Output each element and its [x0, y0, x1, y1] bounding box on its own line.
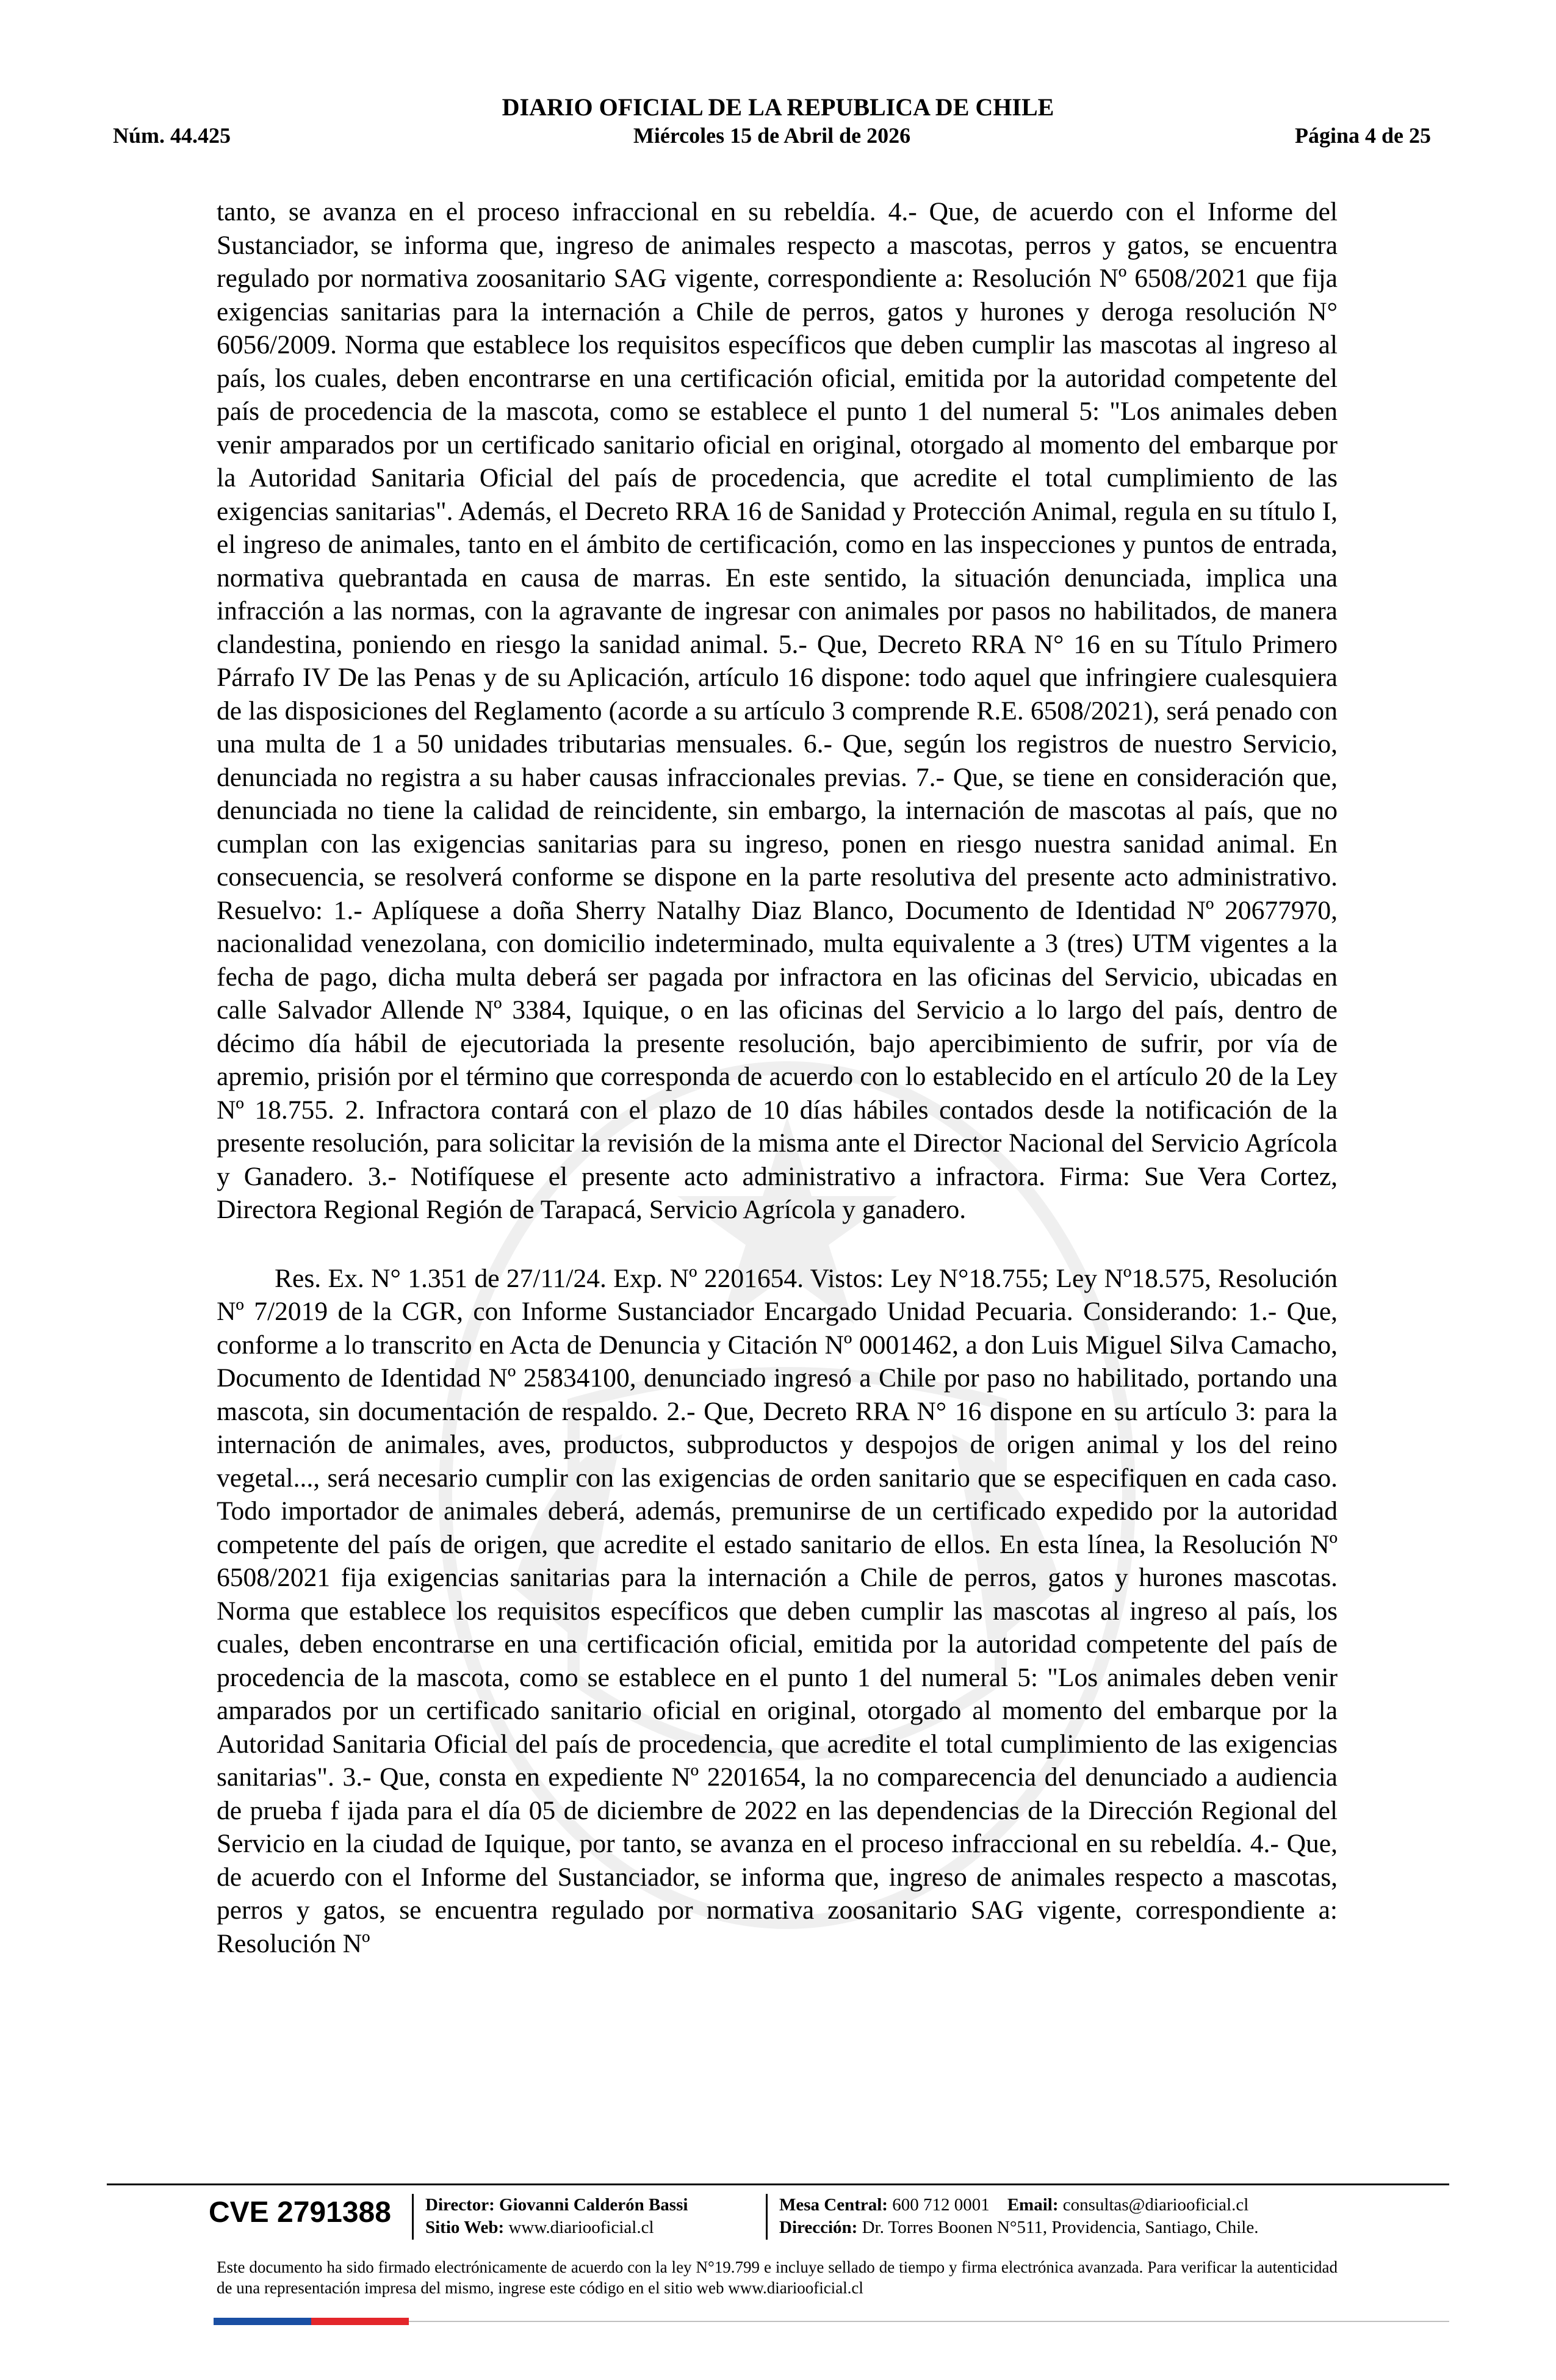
footer-separator — [412, 2194, 414, 2240]
issue-number: Núm. 44.425 — [113, 123, 231, 148]
mesa-label: Mesa Central: — [779, 2195, 888, 2215]
flag-color-bar — [214, 2318, 409, 2325]
page-number: Página 4 de 25 — [1294, 123, 1431, 148]
footer-separator — [766, 2194, 768, 2240]
footer-divider — [107, 2183, 1449, 2185]
director-name: Giovanni Calderón Bassi — [499, 2195, 688, 2215]
mesa-phone: 600 712 0001 — [892, 2195, 990, 2215]
document-body — [217, 195, 1338, 1960]
bottom-divider — [409, 2321, 1449, 2322]
address-label: Dirección: — [779, 2218, 858, 2237]
paragraph: Res. Ex. N° 1.351 de 27/11/24. Exp. Nº 2201654. Vistos: Ley N°18.755; Ley Nº18.575, Resolución Nº 7/2019 de la CGR, con Informe Sustanciador Encargado Unidad Pecuaria. Considerando: 1.- Que, conforme a lo transcrito en Acta de Denuncia y Citación Nº 0001462, a don Luis Miguel Silva Camacho, Documento de Identidad Nº 25834100, denunciado ingresó a Chile por paso no habilitado, portando una mascota, sin documentación de respaldo. 2.- Que, Decreto RRA N° 16 dispone en su artículo 3: para la internación de animales, aves, productos, subproductos y despojos de origen animal y los del reino vegetal..., será necesario cumplir con las exigencias de orden sanitario que se especifiquen en cada caso. Todo importador de animales deberá, además, premunirse de un certificado expedido por la autoridad competente del país de origen, que acredite el estado sanitario de ellos. En esta línea, la Resolución Nº 6508/2021 fija exigencias sanitarias para la internación a Chile de perros, gatos y hurones mascotas. Norma que establece los requisitos específicos que deben cumplir las mascotas al ingreso al país, los cuales, deben encontrarse en una certificación oficial, emitida por la autoridad competente del país de procedencia de la mascota, como se establece en el punto 1 del numeral 5: "Los animales deben venir amparados por un certificado sanitario oficial en original, otorgado al momento del embarque por la Autoridad Sanitaria Oficial del país de procedencia, que acredite el total cumplimiento de las exigencias sanitarias". 3.- Que, consta en expediente Nº 2201654, la no comparecencia del denunciado a audiencia de prueba f ijada para el día 05 de diciembre de 2022 en las dependencias de la Dirección Regional del Servicio en la ciudad de Iquique, por tanto, se avanza en el proceso infraccional en su rebeldía. 4.- Que, de acuerdo con el Informe del Sustanciador, se informa que, ingreso de animales respecto a mascotas, perros y gatos, se encuentra regulado por normativa zoosanitario SAG vigente, correspondiente a: Resolución Nº — [217, 1263, 1338, 1958]
website-link[interactable]: www.diariooficial.cl — [508, 2218, 654, 2237]
paragraph: tanto, se avanza en el proceso infraccional en su rebeldía. 4.- Que, de acuerdo con el Informe del Sustanciador, se informa que, ingreso de animales respecto a mascotas, perros y gatos, se encuentra regulado por normativa zoosanitario SAG vigente, correspondiente a: Resolución Nº 6508/2021 que fija exigencias sanitarias para la internación a Chile de perros, gatos y hurones y deroga resolución N° 6056/2009. Norma que establece los requisitos específicos que deben cumplir las mascotas al ingreso al país, los cuales, deben encontrarse en una certificación oficial, emitida por la autoridad competente del país de procedencia de la mascota, como se establece el punto 1 del numeral 5: "Los animales deben venir amparados por un certificado sanitario oficial en original, otorgado al momento del embarque por la Autoridad Sanitaria Oficial del país de procedencia, que acredite el total cumplimiento de las exigencias sanitarias". Además, el Decreto RRA 16 de Sanidad y Protección Animal, regula en su título I, el ingreso de animales, tanto en el ámbito de certificación, como en las inspecciones y puntos de entrada, normativa quebrantada en causa de marras. En este sentido, la situación denunciada, implica una infracción a las normas, con la agravante de ingresar con animales por pasos no habilitados, de manera clandestina, poniendo en riesgo la sanidad animal. 5.- Que, Decreto RRA N° 16 en su Título Primero Párrafo IV De las Penas y de su Aplicación, artículo 16 dispone: todo aquel que infringiere cualesquiera de las disposiciones del Reglamento (acorde a su artículo 3 comprende R.E. 6508/2021), será penado con una multa de 1 a 50 unidades tributarias mensuales. 6.- Que, según los registros de nuestro Servicio, denunciada no registra a su haber causas infraccionales previas. 7.- Que, se tiene en consideración que, denunciada no tiene la calidad de reincidente, sin embargo, la internación de mascotas al país, que no cumplan con las exigencias sanitarias para su ingreso, ponen en riesgo nuestra sanidad animal. En consecuencia, se resolverá conforme se dispone en la parte resolutiva del presente acto administrativo. Resuelvo: 1.- Aplíquese a doña Sherry Natalhy Diaz Blanco, Documento de Identidad Nº 20677970, nacionalidad venezolana, con domicilio indeterminado, multa equivalente a 3 (tres) UTM vigentes a la fecha de pago, dicha multa deberá ser pagada por infractora en las oficinas del Servicio, ubicadas en calle Salvador Allende Nº 3384, Iquique, o en las oficinas del Servicio a lo largo del país, dentro de décimo día hábil de ejecutoriada la presente resolución, bajo apercibimiento de sufrir, por vía de apremio, prisión por el término que corresponda de acuerdo con lo establecido en el artículo 20 de la Ley Nº 18.755. 2. Infractora contará con el plazo de 10 días hábiles contados desde la notificación de la presente resolución, para solicitar la revisión de la misma ante el Director Nacional del Servicio Agrícola y Ganadero. 3.- Notifíquese el presente acto administrativo a infractora. Firma: Sue Vera Cortez, Directora Regional Región de Tarapacá, Servicio Agrícola y ganadero. — [217, 197, 1338, 1224]
website-label: Sitio Web: — [425, 2218, 505, 2237]
director-label: Director: — [425, 2195, 495, 2215]
issue-date: Miércoles 15 de Abril de 2026 — [633, 123, 911, 148]
email-link[interactable]: consultas@diariooficial.cl — [1062, 2195, 1249, 2215]
header-row — [113, 121, 1431, 150]
footer-contact-block — [779, 2194, 1258, 2239]
cve-code: CVE 2791388 — [209, 2196, 391, 2229]
newspaper-title: DIARIO OFICIAL DE LA REPUBLICA DE CHILE — [502, 93, 1054, 121]
signature-note: Este documento ha sido firmado electrónicamente de acuerdo con la ley N°19.799 e incluye sellado de tiempo y firma electrónica avanzada. Para verificar la autenticidad de una representación impresa del mismo, ingrese este código en el sitio web www.diariooficial.cl — [217, 2258, 1338, 2297]
flag-red-segment — [311, 2318, 409, 2325]
email-label: Email: — [1007, 2195, 1059, 2215]
address: Dr. Torres Boonen N°511, Providencia, Santiago, Chile. — [862, 2218, 1259, 2237]
footer-director-block — [425, 2194, 688, 2239]
flag-blue-segment — [214, 2318, 311, 2325]
